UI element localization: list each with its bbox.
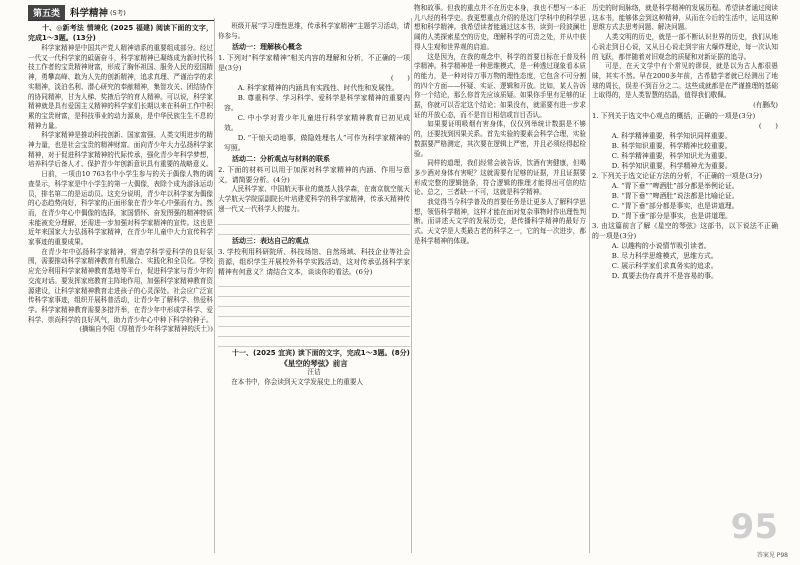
activity-intro: 班级开展“学习理性思维，传承科学家精神”主题学习活动，请你参与。 [218, 22, 410, 40]
passage-paragraph: 同样的道理，我们经常会被告诉，饮酒有害健康，但喝多少酒对身体有害呢？这就需要有足够的证据，并且证据要形成完整的逻辑链条，符合逻辑的推理才能得出可信的结论。总之，三者缺一不可，这就是科学精神。 [414, 159, 586, 197]
option-c: C. 科学精神重要，科学知识尤为重要。 [611, 151, 732, 160]
option-a: A. “胃下垂”“啤酒肚”部分都是举例论证。 [611, 181, 739, 190]
answer-line [218, 287, 410, 297]
passage-paragraph: 我觉得当今科学普及的首要任务是让更多人了解科学思想，领悟科学精神，这样才能在面对复杂事物时作出理性判断。而讲述天文学的发展历史，是传播科学精神的最好方式。天文学是人类最古老的科学之一，它的每一次进步，都是科学精神的体现。 [414, 198, 586, 245]
question-2-material: 人民科学家、中国航天事业的奠基人钱学森，在南京航空航天大学航天学院原副院长叶培建愛科学的科学家精神，传承天精神传递一代又一代科学人的接力。 [218, 185, 410, 213]
passage-paragraph: 人类文明的历史，就是一部不断认识世界的历史，我们从地心说走到日心说，又从日心说走到宇宙大爆炸理论，每一次认知的飞跃，都伴随着对旧观念的质疑和对新证据的追寻。 [592, 33, 778, 61]
answer-line [218, 225, 410, 235]
option-c: C. 展示科学家们求真务实的追求。 [611, 261, 718, 270]
question-3: 3. 由这篇前言了解《星空的琴弦》这部书，以下说法不正确的一项是(3分) [592, 221, 778, 240]
activity-1-heading: 活动一：理解核心概念 [232, 43, 302, 52]
option-a: A. 科学精神重要，科学知识同样重要。 [611, 131, 732, 140]
section-count: (5考) [110, 8, 126, 17]
section-title: 科学精神 [70, 8, 109, 19]
option-b: B. 尊重科学、学习科学、爱科学是科学家精神的重要内容。 [224, 94, 410, 113]
option-a: A. 科学家精神的内涵具有实践性、时代性和发展性。 [237, 84, 399, 93]
option-d: D. “胃下垂”部分是事实，也是讲道理。 [611, 211, 732, 220]
passage-paragraph: 如果要证明吸烟有害身体，仅仅列举统计数据是不够的，还要找到因果关系。首先实验的要素会科学合理，实验数据要严格测定，其次要在逻辑上严密，并且必须经得起检验。 [414, 120, 586, 158]
q11-author: 汪诘 [307, 368, 321, 377]
passage-note: (有删改) [753, 101, 778, 110]
column-divider [214, 18, 215, 553]
answer-line [218, 297, 410, 307]
passage-source: (摘编自李阳《厚植青少年科学家精神的沃土》) [79, 325, 213, 334]
column-2 [218, 0, 410, 565]
section-tag: 第五类 [28, 5, 65, 20]
passage-paragraph: 历史的时间脉络，就是科学精神的发展历程。希望读者通过阅读这本书，能够体会到这种精神，从而在今后的生活中，运用这种思维方式去思考问题、解决问题。 [592, 4, 778, 32]
answer-reference: 答案见 P98 [756, 552, 788, 559]
question-2: 2. 下列关于选文论证方法的分析，不正确的一项是(3分) [592, 171, 763, 180]
option-a: A. 以趣构的小说情节吸引读者。 [611, 241, 711, 250]
column-divider [411, 18, 412, 553]
question-3: 3. 学校利用科研院所、科技场馆、自然场域、科技企业等社会资源，组织学生开展校外科学实践活动，这对传承弘扬科学家精神有何意义？请结合文本，谈谈你的看法。(6分) [218, 247, 410, 276]
passage-paragraph: 在本书中，你会读到天文学发展史上的重要人 [231, 377, 364, 386]
answer-paren: ( ) [758, 121, 778, 130]
answer-line [218, 215, 410, 225]
passage-paragraph: 在青少年中弘扬科学家精神，营造学科学爱科学的良好氛围，需要推动科学家精神教育有机融合、实践化和全员化。学校应充分利用科学家精神教育基地等平台，促进科学家与青少年的交流对话。要发挥家庭教育主阵地作用，加强科学家精神教育资源建设，让科学家精神教育走进孩子的心灵深处。社会应广泛宣传科学家事迹，组织开展科普活动，让青少年了解科学、热爱科学。科学家精神教育需要多措并举，在青少年中形成学科学、爱科学、崇尚科学的良好风气，助力青少年心中种下科学的种子。 [28, 247, 213, 324]
activity-2-heading: 活动二：分析观点与材料的联系 [232, 155, 330, 164]
option-b: B. “胃下垂”“啤酒肚”说法都是比喻论证。 [611, 191, 739, 200]
option-d: D. “干惊天动地事，做隐姓埋名人”可作为科学家精神的写照。 [224, 134, 410, 153]
option-d: D. 科学知识重要，科学精神尤为重要。 [611, 161, 732, 170]
option-c: C. “胃下垂”部分都是事实，也是讲道理。 [611, 201, 739, 210]
option-b: B. 尽力科学思维模式，思维方式。 [611, 251, 718, 260]
q11-title: 《星空的琴弦》前言 [280, 358, 348, 368]
answer-paren: ( ) [390, 74, 410, 83]
answer-line [218, 317, 410, 327]
passage-paragraph: 物和故事。但我的重点并不在历史本身，我也不想写一本正儿八经的科学史。我更想重点介绍的是这门学科中的科学思想和科学精神。我希望读者能通过这本书，读到一段波澜壮阔的人类探索星空的历史，理解科学的可贵之处，并从中获得人生观和世界观的启迪。 [414, 4, 586, 51]
column-4 [592, 0, 778, 565]
passage-paragraph: 这是因为，在我的观念中，科学的首要目标在于普及科学精神。科学精神是一种思维模式，是一种透过现象看本质的能力，是一种对待万事万物的理性态度，它包含不可分割的四个方面——怀疑、实证、逻辑和开放。比如，某人告诉你一个结论，那么你首先应该质疑。如果你手里有足够的证据，你就可以否定这个结论；如果没有，就需要有进一步求证的开放心态，而不是盲目相信或盲目否认。 [414, 52, 586, 119]
answer-line [218, 277, 410, 287]
passage-paragraph: 科学家精神是中国共产党人精神谱系的重要组成部分。经过一代又一代科学家的砥砺奋斗，科学家精神已凝练成为新时代科技工作者的宝贵精神财富，形成了胸怀祖国、服务人民的爱国精神，勇攀高峰、敢为人先的创新精神，追求真理、严谨治学的求实精神，淡泊名利、潜心研究的奉献精神，集智攻关、团结协作的协同精神，甘为人梯、奖掖后学的育人精神。可以说，科学家精神就是具有爱国主义精神的科学家们长期以来在科研工作中积累的宝贵财富，是科技事业的动力源泉，是中华民族生生不息的精神力量。 [28, 44, 213, 130]
option-b: B. 科学知识重要，科学精神比较重要。 [611, 141, 732, 150]
column-divider [589, 18, 590, 553]
question-2: 2. 下面的材料可以用于加深对科学家精神的内涵、作用与意义，请简要分析。(4分) [218, 166, 410, 185]
question-1: 1. 下列关于选文中心观点的概括，正确的一项是(3分) [592, 111, 756, 120]
passage-paragraph: 可是，在天文学中有个常见的谬误，就是以为古人都很愚昧，其实不然。早在2000多年前，古希腊学者就已经测出了地球的周长，误差不到百分之二。这些成就都是在严谨推理的基础上取得的，是人类智慧的结晶，值得我们敬佩。 [592, 62, 778, 100]
activity-3-heading: 活动三：表达自己的观点 [232, 236, 309, 245]
option-d: D. 真要去伪存真并不是容易的事。 [611, 271, 718, 280]
answer-line [218, 327, 410, 337]
answer-line [218, 337, 410, 347]
option-c: C. 中小学对青少年儿童进行科学家精神教育已初见成效。 [224, 114, 410, 133]
answer-line [218, 307, 410, 317]
q11-intro: 十一、(2025 宜宾) 读下面的文字，完成1～3题。(8分) [232, 348, 410, 357]
passage-paragraph: 日前，一项由10 763名中小学生参与的关于偶像人物的调查显示，科学家是中小学生的第一大偶像，表除个成为游泳运动员，排名第二的是运动员。这充分说明，青少年以科学家为偶像的心态趋势向好，科学家的正面形象在青少年心中强而有力。然而，在青少年心中偶像的选择，家国情怀、奋发图强的精神特质未能被充分理解，还需进一步加强对科学家精神的宣传。这也是近年来国家大力弘扬科学家精神，在青少年儿童中大力宣传科学家事迹的重要成果。 [28, 170, 213, 247]
column-3 [414, 0, 586, 565]
column-1 [28, 0, 213, 565]
passage-paragraph: 科学家精神是推动科技创新、国家富强、人类文明进步的精神力量，也是社会宝贵的精神财富。面向青少年大力弘扬科学家精神，对于促进科学家精神的代际传承，强化青少年科学梦想，培养科学后备人才、保护青少年创新意识具有重要的战略意义。 [28, 131, 213, 169]
question-1: 1. 下列对“科学家精神”相关内容的理解和分析，不正确的一项是(3分) [218, 54, 410, 73]
page-number: 95 [730, 507, 778, 547]
q10-intro: 十、◎新考法 情境化 (2025 福建) 阅读下面的文字，完成1～3题。(13分) [28, 24, 213, 42]
